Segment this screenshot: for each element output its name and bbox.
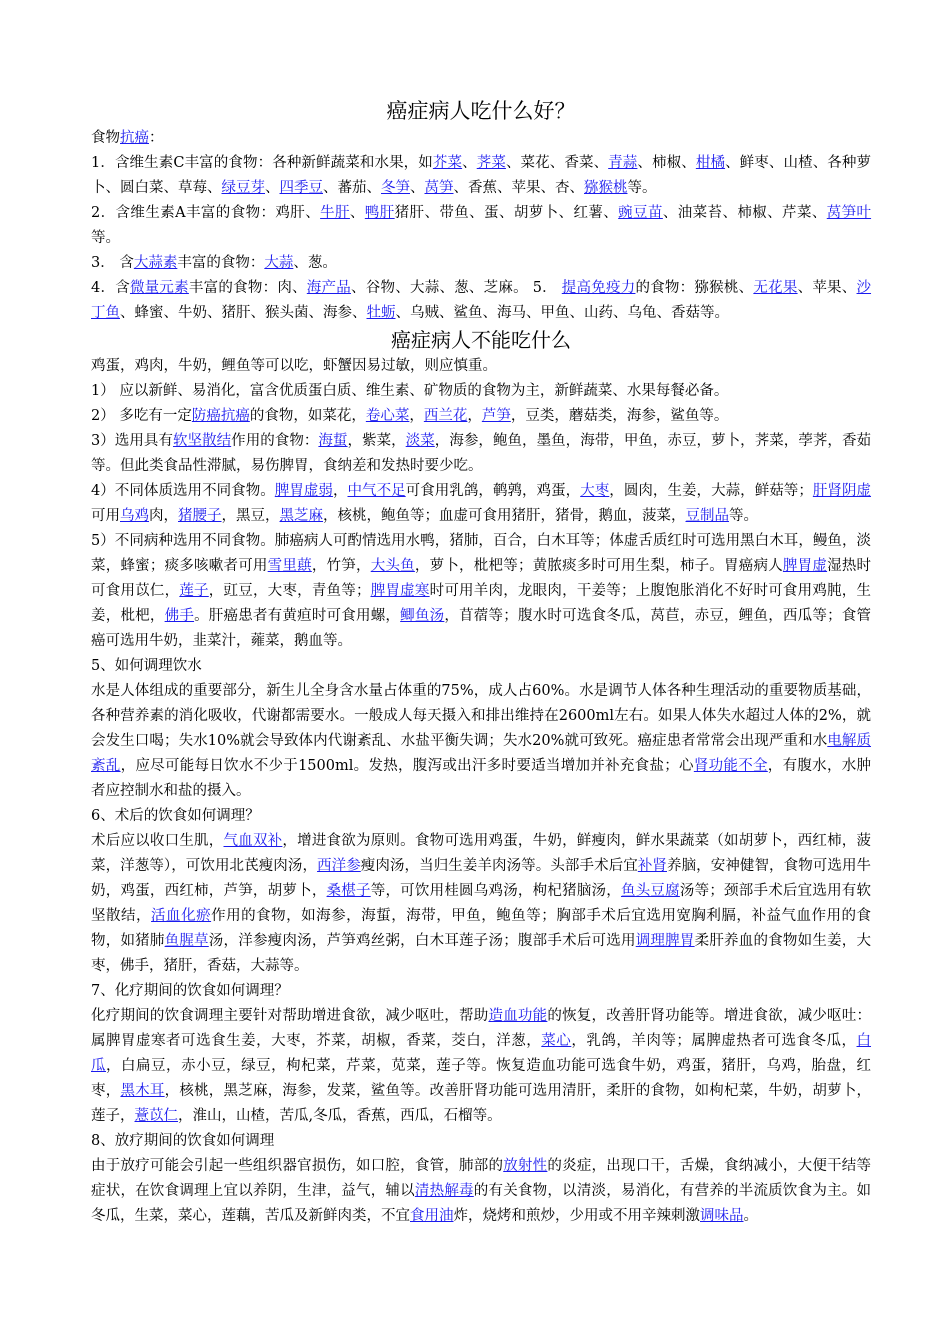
text-run: 水是人体组成的重要部分，新生儿全身含水量占体重的75%，成人占60%。水是调节人体各种生理活动的重要物质基础，各种营养素的消化吸收，代谢都需要水。一般成人每天摄入和排出维持在2600ml左右。如果人体失水超过人体的2%，就会发生口喝；失水10%就会导致体内代谢紊乱、水盐平衡失调；失水20%就可致死。癌症患者常常会出现严重和水 bbox=[91, 683, 871, 749]
text-run: ，苜蓿等；腹水时可选食冬瓜，莴苣，赤豆，鲤鱼，西瓜等；食管癌可选用牛奶，韭菜汁，蕹菜，鹅血等。 bbox=[91, 608, 872, 649]
keyword-link[interactable]: 脾胃虚寒 bbox=[370, 583, 430, 599]
text-run: ， bbox=[332, 483, 348, 499]
text-run: 的食物，如菜花， bbox=[249, 408, 366, 424]
title-what-to-eat: 癌症病人吃什么好？ bbox=[386, 99, 576, 123]
keyword-link[interactable]: 豆制品 bbox=[685, 508, 729, 524]
keyword-link[interactable]: 鲫鱼汤 bbox=[400, 608, 445, 624]
section-diet-guidance bbox=[91, 354, 871, 1229]
keyword-link[interactable]: 豌豆苗 bbox=[618, 205, 663, 221]
text-run: ，黑豆， bbox=[221, 508, 280, 524]
text-run: 4）不同体质选用不同食物。 bbox=[91, 483, 275, 499]
text-run: 、鲜枣、山楂、各种萝卜、圆白菜、草莓、 bbox=[91, 155, 872, 196]
text-run: ，淮山，山楂，苦瓜,冬瓜，香蕉，西瓜，石榴等。 bbox=[178, 1108, 502, 1124]
keyword-link[interactable]: 黑芝麻 bbox=[279, 508, 323, 524]
text-run: 汤，洋参瘦肉汤，芦笋鸡丝粥，白木耳莲子汤；腹部手术后可选用 bbox=[208, 933, 636, 949]
text-run: 的炎症，出现口干，舌燥，食纳减小，大便干结等症状，在饮食调理上宜以养阴，生津，益气，辅以 bbox=[91, 1158, 872, 1199]
keyword-link[interactable]: 白瓜 bbox=[91, 1033, 872, 1074]
paragraph bbox=[91, 479, 871, 529]
text-run: 、菜花、香菜、 bbox=[505, 155, 609, 171]
text-run: 鸡蛋，鸡肉，牛奶，鲤鱼等可以吃，虾蟹因易过敏，则应慎重。 bbox=[91, 358, 497, 374]
text-run: 1．含维生素C丰富的食物：各种新鲜蔬菜和水果，如 bbox=[91, 155, 433, 171]
text-run: 、谷物、大蒜、葱、芝麻。 5． bbox=[351, 280, 562, 296]
keyword-link[interactable]: 放射性 bbox=[503, 1158, 548, 1174]
keyword-link[interactable]: 西兰花 bbox=[423, 408, 468, 424]
text-run: ，有腹水，水肿者应控制水和盐的摄入。 bbox=[91, 758, 872, 799]
keyword-link[interactable]: 调味品 bbox=[700, 1208, 744, 1224]
keyword-link[interactable]: 食用油 bbox=[410, 1208, 454, 1224]
paragraph bbox=[91, 979, 871, 1004]
keyword-link[interactable]: 电解质紊乱 bbox=[91, 733, 872, 774]
text-run: ， bbox=[409, 408, 424, 424]
text-run: 丰富的食物： bbox=[177, 255, 265, 271]
text-run: 、蜂蜜、牛奶、猪肝、猴头菌、海参、 bbox=[120, 305, 367, 321]
paragraph bbox=[91, 804, 871, 829]
text-run: 6、术后的饮食如何调理？ bbox=[91, 808, 260, 824]
paragraph bbox=[91, 654, 871, 679]
text-run: 2） 多吃有一定 bbox=[91, 408, 192, 424]
keyword-link[interactable]: 大蒜素 bbox=[133, 255, 178, 271]
keyword-link[interactable]: 肾功能不全 bbox=[693, 758, 768, 774]
paragraph bbox=[91, 1154, 871, 1229]
keyword-link[interactable]: 淡菜 bbox=[405, 433, 435, 449]
paragraph bbox=[91, 679, 871, 804]
paragraph bbox=[91, 1004, 871, 1129]
paragraph bbox=[91, 1129, 871, 1154]
text-run: 肉， bbox=[149, 508, 178, 524]
keyword-link[interactable]: 薏苡仁 bbox=[134, 1108, 178, 1124]
keyword-link[interactable]: 活血化瘀 bbox=[151, 908, 212, 924]
paragraph bbox=[91, 829, 871, 979]
text-run: 的有关食物，以清淡，易消化，有营养的半流质饮食为主。如冬瓜，生菜，菜心，莲藕，苦瓜及新鲜肉类，不宜 bbox=[91, 1183, 872, 1224]
document-body bbox=[91, 96, 871, 1229]
text-run: ，圆肉，生姜，大蒜，鲜菇等； bbox=[609, 483, 813, 499]
keyword-link[interactable]: 芦笋 bbox=[481, 408, 511, 424]
text-run: ，豇豆，大枣，青鱼等； bbox=[208, 583, 371, 599]
keyword-link[interactable]: 大头鱼 bbox=[370, 558, 415, 574]
keyword-link[interactable]: 雪里蕻 bbox=[267, 558, 312, 574]
text-run: 食物 bbox=[91, 130, 120, 146]
text-run: 等。 bbox=[627, 180, 657, 196]
text-run: 、油菜苔、柿椒、芹菜、 bbox=[662, 205, 827, 221]
keyword-link[interactable]: 海蜇 bbox=[318, 433, 348, 449]
text-run: 养脑，安神健智，食物可选用牛奶，鸡蛋，西红柿，芦笋，胡萝卜， bbox=[91, 858, 872, 899]
text-run: ，豆类，蘑菇类，海参，鲨鱼等。 bbox=[510, 408, 729, 424]
keyword-link[interactable]: 鸭肝 bbox=[364, 205, 395, 221]
text-run: ，核桃，鲍鱼等；血虚可食用猪肝，猪骨，鹅血，菠菜， bbox=[323, 508, 686, 524]
keyword-link[interactable]: 抗癌 bbox=[120, 130, 149, 146]
keyword-link[interactable]: 气血双补 bbox=[223, 833, 283, 849]
text-run: 丰富的食物：肉、 bbox=[188, 280, 307, 296]
text-run: 、 bbox=[265, 180, 280, 196]
keyword-link[interactable]: 中气不足 bbox=[347, 483, 406, 499]
keyword-link[interactable]: 微量元素 bbox=[129, 280, 189, 296]
keyword-link[interactable]: 防癌抗癌 bbox=[191, 408, 250, 424]
paragraph bbox=[91, 251, 871, 276]
keyword-link[interactable]: 莲子 bbox=[179, 583, 209, 599]
keyword-link[interactable]: 菜心 bbox=[541, 1033, 572, 1049]
keyword-link[interactable]: 乌鸡 bbox=[120, 508, 149, 524]
text-run: 。肝癌患者有黄疸时可食用螺， bbox=[194, 608, 401, 624]
text-run: 3． 含 bbox=[91, 255, 134, 271]
text-run: 等。 bbox=[729, 508, 758, 524]
keyword-link[interactable]: 清热解毒 bbox=[414, 1183, 474, 1199]
text-run: ，白扁豆，赤小豆，绿豆，枸杞菜，芹菜，苋菜，莲子等。恢复造血功能可选食牛奶，鸡蛋，猪肝，乌鸡，胎盘，红枣， bbox=[91, 1058, 872, 1099]
text-run: 作用的食物，如海参，海蜇，海带，甲鱼，鲍鱼等；胸部手术后宜选用宽胸利膈，补益气血作用的食物，如猪肺 bbox=[91, 908, 872, 949]
keyword-link[interactable]: 造血功能 bbox=[488, 1008, 548, 1024]
keyword-link[interactable]: 沙丁鱼 bbox=[91, 280, 872, 321]
text-run: ，萝卜，枇杷等；黄脓痰多时可用生梨，柿子。胃癌病人 bbox=[414, 558, 783, 574]
keyword-link[interactable]: 提高免疫力 bbox=[561, 280, 636, 296]
keyword-link[interactable]: 猪腰子 bbox=[178, 508, 222, 524]
keyword-link[interactable]: 绿豆芽 bbox=[221, 180, 265, 196]
text-run: 、乌贼、鲨鱼、海马、甲鱼、山药、乌龟、香菇等。 bbox=[395, 305, 729, 321]
keyword-link[interactable]: 莴笋叶 bbox=[826, 205, 872, 221]
keyword-link[interactable]: 牛肝 bbox=[320, 205, 350, 221]
keyword-link[interactable]: 四季豆 bbox=[279, 180, 323, 196]
text-run: 、葱。 bbox=[293, 255, 337, 271]
text-run: 的食物：猕猴桃、 bbox=[635, 280, 754, 296]
text-run: ，增进食欲为原则。食物可选用鸡蛋，牛奶，鲜瘦肉，鲜水果蔬菜（如胡萝卜，西红柿，菠菜，洋葱等），可饮用北芪瘦肉汤， bbox=[91, 833, 872, 874]
paragraph bbox=[91, 404, 871, 429]
keyword-link[interactable]: 补肾 bbox=[637, 858, 667, 874]
text-run: 可用 bbox=[91, 508, 120, 524]
keyword-link[interactable]: 卷心菜 bbox=[365, 408, 410, 424]
keyword-link[interactable]: 牡蛎 bbox=[366, 305, 396, 321]
paragraph bbox=[91, 429, 871, 479]
text-run: 、 bbox=[349, 205, 365, 221]
paragraph bbox=[91, 379, 871, 404]
keyword-link[interactable]: 鱼腥草 bbox=[164, 933, 209, 949]
text-run: ，竹笋， bbox=[311, 558, 371, 574]
keyword-link[interactable]: 黑木耳 bbox=[120, 1083, 165, 1099]
keyword-link[interactable]: 莴笋 bbox=[424, 180, 454, 196]
text-run: 作用的食物： bbox=[231, 433, 319, 449]
keyword-link[interactable]: 大蒜 bbox=[264, 255, 294, 271]
text-run: ，紫菜， bbox=[347, 433, 406, 449]
paragraph bbox=[91, 126, 871, 151]
text-run: 5、如何调理饮水 bbox=[91, 658, 202, 674]
text-run: 。 bbox=[743, 1208, 758, 1224]
text-run: 8、放疗期间的饮食如何调理 bbox=[91, 1133, 275, 1149]
keyword-link[interactable]: 猕猴桃 bbox=[584, 180, 628, 196]
text-run: 猪肝、带鱼、蛋、胡萝卜、红薯、 bbox=[394, 205, 619, 221]
keyword-link[interactable]: 大枣 bbox=[580, 483, 610, 499]
text-run: 、香蕉、苹果、杏、 bbox=[453, 180, 584, 196]
text-run: 汤等；颈部手术后宜选用有软坚散结， bbox=[91, 883, 872, 924]
title-what-not-to-eat: 癌症病人不能吃什么 bbox=[391, 328, 571, 352]
text-run: 、柿椒、 bbox=[637, 155, 696, 171]
keyword-link[interactable]: 桑椹子 bbox=[326, 883, 371, 899]
text-run: 4．含 bbox=[91, 280, 130, 296]
paragraph bbox=[91, 201, 871, 251]
text-run: 、 bbox=[462, 155, 477, 171]
text-run: ， bbox=[467, 408, 482, 424]
keyword-link[interactable]: 海产品 bbox=[306, 280, 352, 296]
text-run: 术后应以收口生肌， bbox=[91, 833, 224, 849]
text-run: 1） 应以新鲜、易消化，富含优质蛋白质、维生素、矿物质的食物为主，新鲜蔬菜、水果每餐必备。 bbox=[91, 383, 729, 399]
text-run: 2．含维生素A丰富的食物：鸡肝、 bbox=[91, 205, 321, 221]
text-run: 炸，烧烤和煎炒，少用或不用辛辣刺激 bbox=[453, 1208, 700, 1224]
keyword-link[interactable]: 调理脾胃 bbox=[635, 933, 695, 949]
keyword-link[interactable]: 鱼头豆腐 bbox=[620, 883, 680, 899]
text-run: 由于放疗可能会引起一些组织器官损伤，如口腔，食管，肺部的 bbox=[91, 1158, 504, 1174]
text-run: 7、化疗期间的饮食如何调理？ bbox=[91, 983, 289, 999]
text-run: 柔肝养血的食物如生姜，大枣，佛手，猪肝，香菇，大蒜等。 bbox=[91, 933, 872, 974]
keyword-link[interactable]: 冬笋 bbox=[381, 180, 410, 196]
text-run: 、苹果、 bbox=[797, 280, 857, 296]
paragraph bbox=[91, 529, 871, 654]
text-run: 瘦肉汤，当归生姜羊肉汤等。头部手术后宜 bbox=[360, 858, 638, 874]
text-run: 的恢复，改善肝肾功能等。增进食欲，减少呕吐：属脾胃虚寒者可选食生姜，大枣，芥菜，胡椒，香菜，茭白，洋葱， bbox=[91, 1008, 872, 1049]
text-run: ，核桃，黑芝麻，海参，发菜，鲨鱼等。改善肝肾功能可选用清肝，柔肝的食物，如枸杞菜，牛奶，胡萝卜，莲子， bbox=[91, 1083, 872, 1124]
text-run: 化疗期间的饮食调理主要针对帮助增进食欲，减少呕吐，帮助 bbox=[91, 1008, 489, 1024]
text-run: ，海参，鲍鱼，墨鱼，海带，甲鱼，赤豆，萝卜，荠菜，荸荠，香茹等。但此类食品性滞腻，易伤脾胃，食纳差和发热时要少吃。 bbox=[91, 433, 872, 474]
keyword-link[interactable]: 荠菜 bbox=[476, 155, 506, 171]
keyword-link[interactable]: 佛手 bbox=[164, 608, 195, 624]
keyword-link[interactable]: 软坚散结 bbox=[172, 433, 232, 449]
text-run: 、 bbox=[410, 180, 425, 196]
text-run: 3）选用具有 bbox=[91, 433, 173, 449]
text-run: 可食用乳鸽，鹌鹑，鸡蛋， bbox=[405, 483, 581, 499]
text-run: ： bbox=[149, 130, 164, 146]
paragraph bbox=[91, 354, 871, 379]
keyword-link[interactable]: 青蒜 bbox=[608, 155, 638, 171]
keyword-link[interactable]: 无花果 bbox=[753, 280, 798, 296]
text-run: 等，可饮用桂圆乌鸡汤，枸杞猪脑汤， bbox=[370, 883, 621, 899]
text-run: 湿热时可食用苡仁， bbox=[91, 558, 872, 599]
paragraph bbox=[91, 276, 871, 326]
text-run: 5）不同病种选用不同食物。肺癌病人可酌情选用水鸭，猪肺，百合，白木耳等；体虚舌质红时可选用黑白木耳，鳗鱼，淡菜，蜂蜜；痰多咳嗽者可用 bbox=[91, 533, 871, 574]
text-run: 等。 bbox=[91, 230, 120, 246]
keyword-link[interactable]: 肝肾阴虚 bbox=[812, 483, 872, 499]
section-good-foods bbox=[91, 126, 871, 326]
text-run: 、蕃茄、 bbox=[323, 180, 381, 196]
keyword-link[interactable]: 脾胃虚弱 bbox=[274, 483, 333, 499]
text-run: 时可用羊肉，龙眼肉，干姜等；上腹饱胀消化不好时可食用鸡肫，生姜，枇杷， bbox=[91, 583, 872, 624]
keyword-link[interactable]: 脾胃虚 bbox=[782, 558, 828, 574]
text-run: ，应尽可能每日饮水不少于1500ml。发热，腹泻或出汗多时要适当增加并补充食盐；心 bbox=[120, 758, 694, 774]
keyword-link[interactable]: 西洋参 bbox=[317, 858, 361, 874]
paragraph bbox=[91, 151, 871, 201]
keyword-link[interactable]: 芥菜 bbox=[432, 155, 463, 171]
keyword-link[interactable]: 柑橘 bbox=[695, 155, 726, 171]
text-run: ，乳鸽，羊肉等；属脾虚热者可选食冬瓜， bbox=[571, 1033, 857, 1049]
